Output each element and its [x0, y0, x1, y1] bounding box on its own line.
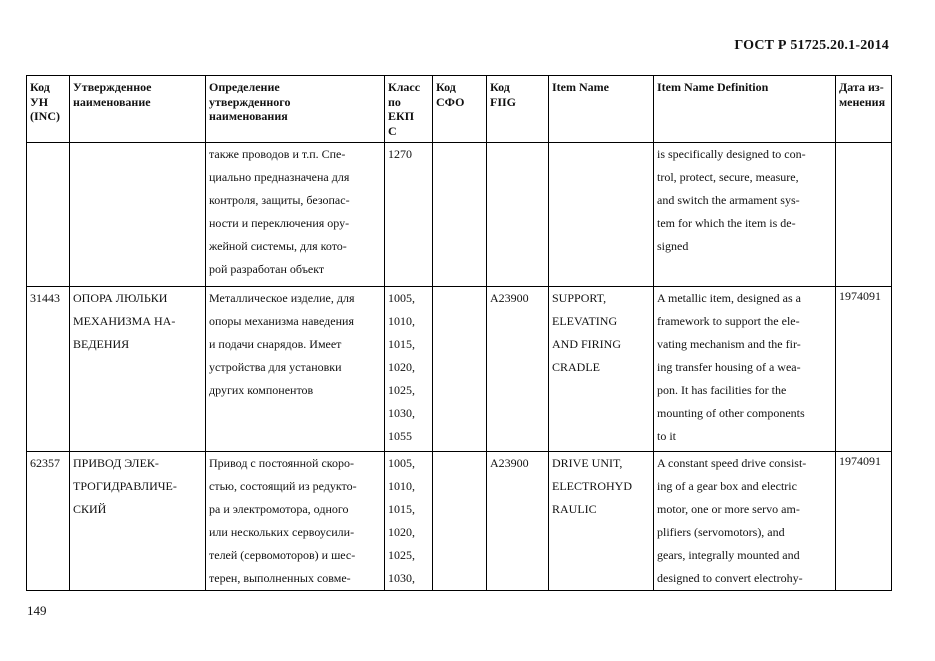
page-number: 149	[27, 603, 47, 618]
header-line: наименование	[73, 94, 151, 109]
cell-line: ОПОРА ЛЮЛЬКИ	[73, 291, 168, 305]
cell-line: ТРОГИДРАВЛИЧЕ-	[73, 479, 177, 493]
cell-line: framework to support the ele-	[657, 314, 800, 328]
cell-line: CRADLE	[552, 360, 600, 374]
cell-line: ELEVATING	[552, 314, 618, 328]
cell-item-name	[549, 452, 654, 591]
cell-line: 1030,	[388, 406, 415, 420]
cell-line: 1020,	[388, 525, 415, 539]
header-sfo	[433, 76, 487, 143]
header-line: СФО	[436, 94, 465, 109]
cell-approved-name	[70, 452, 206, 591]
table-header-row	[27, 76, 892, 143]
cell-class	[385, 287, 433, 452]
cell-line: motor, one or more servo am-	[657, 502, 800, 516]
cell-line: 1005,	[388, 456, 415, 470]
header-class	[385, 76, 433, 143]
cell-line: DRIVE UNIT,	[552, 456, 623, 470]
cell-line: RAULIC	[552, 502, 597, 516]
header-line: наименования	[209, 109, 288, 123]
header-line: Класс	[388, 80, 421, 94]
header-approved-name	[70, 76, 206, 143]
cell-line: signed	[657, 239, 689, 253]
cell-sfo	[433, 143, 487, 287]
header-item-name	[549, 76, 654, 143]
cell-line: tem for which the item is de-	[657, 216, 796, 230]
cell-line: 1270	[388, 147, 412, 161]
header-line: утвержденного	[209, 94, 291, 109]
cell-line: pon. It has facilities for the	[657, 383, 787, 397]
cell-definition	[206, 143, 385, 287]
header-line: С	[388, 123, 397, 138]
cell-line: trol, protect, secure, measure,	[657, 170, 799, 184]
cell-change-date	[836, 287, 892, 452]
cell-value	[839, 143, 888, 145]
header-definition	[206, 76, 385, 143]
nomenclature-table	[26, 75, 892, 591]
header-line: Код	[30, 80, 50, 94]
cell-line: 1025,	[388, 548, 415, 562]
cell-line: рой разработан объект	[209, 262, 325, 276]
cell-line: 1010,	[388, 314, 415, 328]
cell-line: 1030,	[388, 571, 415, 585]
cell-line: ра и электромотора, одного	[209, 502, 349, 516]
cell-inc	[27, 287, 70, 452]
cell-value: 62357	[30, 456, 60, 470]
cell-line: A metallic item, designed as a	[657, 291, 801, 305]
header-inc	[27, 76, 70, 143]
cell-line: SUPPORT,	[552, 291, 607, 305]
cell-line: также проводов и т.п. Спе-	[209, 147, 346, 161]
cell-value: A23900	[490, 456, 529, 470]
cell-value: 1974091	[839, 289, 881, 303]
cell-line: ПРИВОД ЭЛЕК-	[73, 456, 159, 470]
cell-line: СКИЙ	[73, 502, 107, 516]
table-row	[27, 143, 892, 287]
cell-change-date	[836, 452, 892, 591]
header-line: Item Name Definition	[657, 80, 769, 94]
header-item-definition	[654, 76, 836, 143]
header-line: Утвержденное	[73, 80, 152, 94]
header-line: Код	[490, 80, 510, 94]
cell-line: МЕХАНИЗМА НА-	[73, 314, 176, 328]
header-change-date	[836, 76, 892, 143]
cell-line: ing transfer housing of a wea-	[657, 360, 801, 374]
cell-line: 1015,	[388, 502, 415, 516]
cell-line: других компонентов	[209, 383, 314, 397]
cell-line: designed to convert electrohy-	[657, 571, 803, 585]
cell-sfo	[433, 287, 487, 452]
cell-line: mounting of other components	[657, 406, 805, 420]
cell-line: контроля, защиты, безопас-	[209, 193, 350, 207]
cell-line: is specifically designed to con-	[657, 147, 806, 161]
cell-line: 1010,	[388, 479, 415, 493]
header-line: (INC)	[30, 109, 60, 123]
cell-line: and switch the armament sys-	[657, 193, 800, 207]
cell-line: или нескольких сервоусили-	[209, 525, 355, 539]
cell-item-definition	[654, 143, 836, 287]
cell-line: стью, состоящий из редукто-	[209, 479, 357, 493]
cell-item-definition	[654, 452, 836, 591]
cell-fiig	[487, 452, 549, 591]
cell-item-name	[549, 287, 654, 452]
cell-line: 1005,	[388, 291, 415, 305]
cell-line: телей (сервомоторов) и шес-	[209, 548, 356, 562]
cell-line: A constant speed drive consist-	[657, 456, 807, 470]
cell-line: ing of a gear box and electric	[657, 479, 797, 493]
header-line: Item Name	[552, 80, 609, 94]
table-row	[27, 452, 892, 591]
document-code: ГОСТ Р 51725.20.1-2014	[734, 38, 889, 53]
cell-inc	[27, 143, 70, 287]
header-line: ЕКП	[388, 109, 415, 123]
header-line: Дата из-	[839, 80, 884, 94]
cell-line: AND FIRING	[552, 337, 621, 351]
cell-value: A23900	[490, 291, 529, 305]
header-line: Определение	[209, 80, 280, 94]
cell-class	[385, 452, 433, 591]
cell-line: to it	[657, 429, 677, 443]
cell-inc	[27, 452, 70, 591]
cell-line: терен, выполненных совме-	[209, 571, 351, 585]
cell-fiig	[487, 143, 549, 287]
cell-item-definition	[654, 287, 836, 452]
cell-line: 1015,	[388, 337, 415, 351]
cell-definition	[206, 287, 385, 452]
cell-line: ности и переключения ору-	[209, 216, 350, 230]
cell-line: gears, integrally mounted and	[657, 548, 800, 562]
header-line: УН	[30, 94, 49, 109]
cell-line: и подачи снарядов. Имеет	[209, 337, 342, 351]
cell-sfo	[433, 452, 487, 591]
table-row	[27, 287, 892, 452]
cell-approved-name	[70, 287, 206, 452]
cell-line: жейной системы, для кото-	[209, 239, 347, 253]
header-line: Код	[436, 80, 456, 94]
cell-line: опоры механизма наведения	[209, 314, 354, 328]
cell-value: 31443	[30, 291, 60, 305]
cell-line: ВЕДЕНИЯ	[73, 337, 130, 351]
cell-value: 1974091	[839, 454, 881, 468]
cell-approved-name	[70, 143, 206, 287]
cell-fiig	[487, 287, 549, 452]
cell-change-date	[836, 143, 892, 287]
table-body	[27, 143, 892, 591]
cell-line: 1055	[388, 429, 412, 443]
cell-class	[385, 143, 433, 287]
cell-line: устройства для установки	[209, 360, 342, 374]
cell-definition	[206, 452, 385, 591]
cell-line: 1020,	[388, 360, 415, 374]
cell-line: vating mechanism and the fir-	[657, 337, 801, 351]
cell-line: циально предназначена для	[209, 170, 350, 184]
header-line: менения	[839, 94, 886, 109]
cell-line: ELECTROHYD	[552, 479, 632, 493]
header-line: по	[388, 94, 401, 109]
cell-line: Металлическое изделие, для	[209, 291, 355, 305]
header-fiig	[487, 76, 549, 143]
header-line: FIIG	[490, 94, 517, 109]
cell-line: Привод с постоянной скоро-	[209, 456, 354, 470]
cell-line: plifiers (servomotors), and	[657, 525, 785, 539]
cell-item-name	[549, 143, 654, 287]
cell-line: 1025,	[388, 383, 415, 397]
